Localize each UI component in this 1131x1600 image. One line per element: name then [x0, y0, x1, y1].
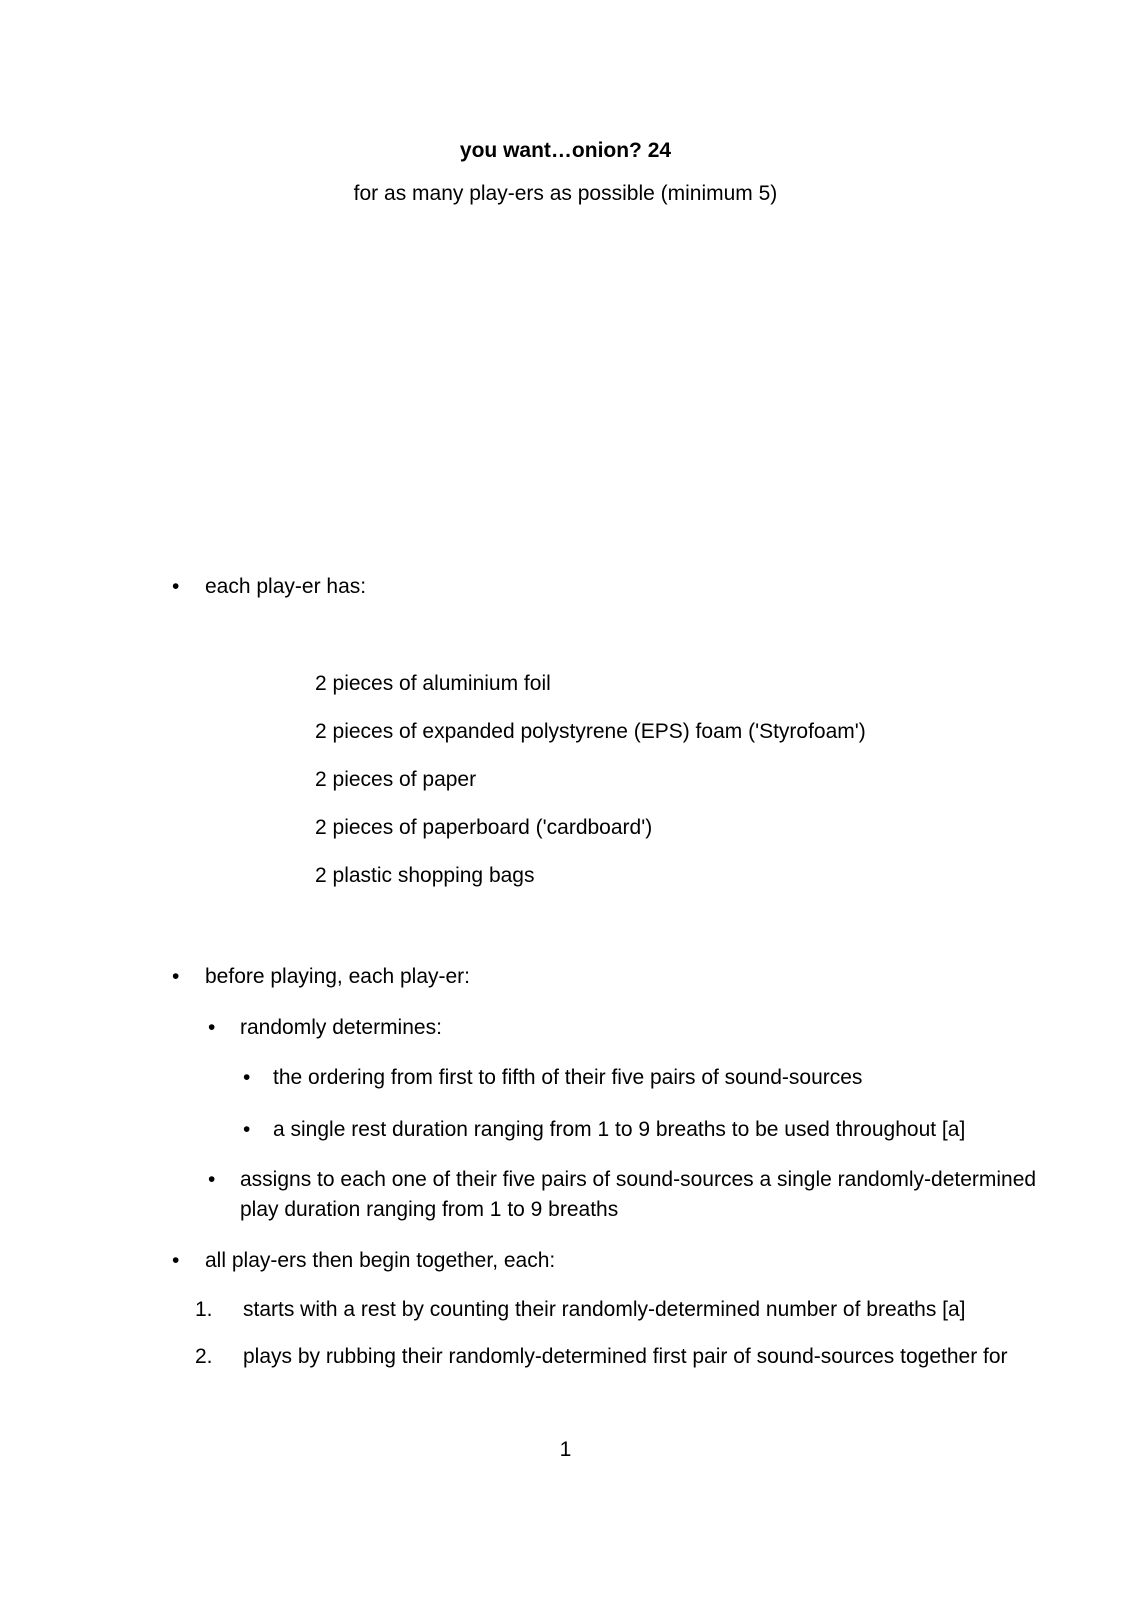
- page-number: 1: [559, 1438, 572, 1461]
- step-text: plays by rubbing their randomly-determined first pair of sound-sources together for: [243, 1345, 1008, 1368]
- bullet-icon: •: [172, 965, 180, 988]
- section-label: each play-er has:: [205, 575, 367, 598]
- section-before-playing: [172, 962, 470, 992]
- paragraph-line: assigns to each one of their five pairs of sound-sources a single randomly-determined: [240, 1168, 1037, 1191]
- step-text: starts with a rest by counting their randomly-determined number of breaths [a]: [243, 1298, 966, 1321]
- step-number: 2.: [195, 1345, 213, 1368]
- bullet-icon: •: [208, 1168, 216, 1191]
- list-item: [243, 1115, 965, 1145]
- section-each-player-has: [172, 572, 366, 602]
- material-item: 2 pieces of paperboard ('cardboard'): [315, 816, 653, 839]
- document-subtitle: for as many play-ers as possible (minimum 5): [353, 182, 778, 205]
- numbered-step: [195, 1295, 966, 1325]
- bullet-icon: •: [208, 1016, 216, 1039]
- bullet-icon: •: [243, 1118, 251, 1141]
- subsection-randomly-determines: [208, 1013, 442, 1043]
- bullet-icon: •: [172, 1249, 180, 1272]
- step-number: 1.: [195, 1298, 213, 1321]
- bullet-icon: •: [172, 575, 180, 598]
- section-label: all play-ers then begin together, each:: [205, 1249, 556, 1272]
- list-item-text: a single rest duration ranging from 1 to 9 breaths to be used throughout [a]: [273, 1118, 966, 1141]
- paragraph-line: play duration ranging from 1 to 9 breaths: [240, 1198, 619, 1221]
- material-item: 2 pieces of aluminium foil: [315, 672, 551, 695]
- numbered-step: [195, 1342, 1008, 1372]
- list-item-text: the ordering from first to fifth of their five pairs of sound-sources: [273, 1066, 863, 1089]
- subsection-assigns: [208, 1165, 1036, 1225]
- document-title: you want…onion? 24: [459, 139, 672, 162]
- subsection-label: randomly determines:: [240, 1016, 442, 1039]
- section-label: before playing, each play-er:: [205, 965, 470, 988]
- material-item: 2 pieces of expanded polystyrene (EPS) foam ('Styrofoam'): [315, 720, 866, 743]
- material-item: 2 plastic shopping bags: [315, 864, 535, 887]
- section-all-players-begin: [172, 1246, 555, 1276]
- bullet-icon: •: [243, 1066, 251, 1089]
- material-item: 2 pieces of paper: [315, 768, 477, 791]
- list-item: [243, 1063, 862, 1093]
